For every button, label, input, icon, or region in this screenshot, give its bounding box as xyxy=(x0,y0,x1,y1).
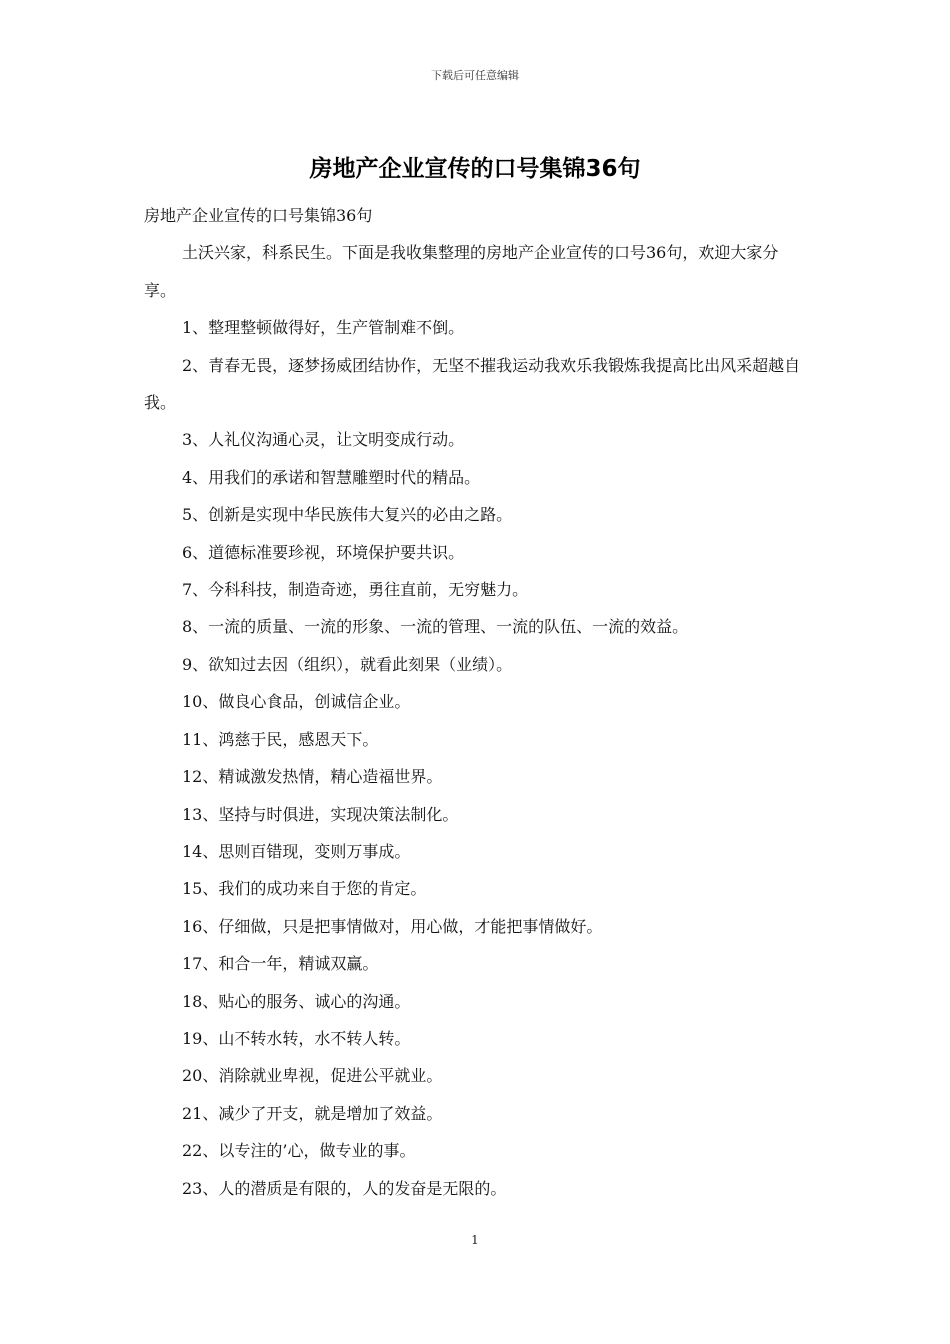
document-body xyxy=(144,197,808,1207)
slogan-item: 20、消除就业卑视，促进公平就业。 xyxy=(182,1066,443,1086)
slogan-item: 1、整理整顿做得好，生产管制难不倒。 xyxy=(182,318,465,338)
slogan-item: 18、贴心的服务、诚心的沟通。 xyxy=(182,991,411,1011)
slogan-item: 2、青春无畏，逐梦扬威团结协作，无坚不摧我运动我欢乐我锻炼我提高比出风采超越自我。 xyxy=(144,355,801,413)
slogan-item: 16、仔细做，只是把事情做对，用心做，才能把事情做好。 xyxy=(182,916,603,936)
header-note: 下载后可任意编辑 xyxy=(431,69,519,82)
slogan-item: 22、以专注的’心，做专业的事。 xyxy=(182,1141,416,1161)
subtitle-line: 房地产企业宣传的口号集锦36句 xyxy=(144,206,373,225)
slogan-item: 12、精诚激发热情，精心造福世界。 xyxy=(182,767,443,787)
slogan-item: 23、人的潜质是有限的，人的发奋是无限的。 xyxy=(182,1178,507,1198)
slogan-item: 13、坚持与时俱进，实现决策法制化。 xyxy=(182,804,459,824)
slogan-item: 7、今科科技，制造奇迹，勇往直前，无穷魅力。 xyxy=(182,580,529,600)
slogan-item: 4、用我们的承诺和智慧雕塑时代的精品。 xyxy=(182,467,481,487)
slogan-item: 9、欲知过去因（组织），就看此刻果（业绩）。 xyxy=(182,654,513,674)
slogan-item: 11、鸿慈于民，感恩天下。 xyxy=(182,729,379,749)
slogan-list xyxy=(144,309,808,1207)
intro-paragraph: 土沃兴家，科系民生。下面是我收集整理的房地产企业宣传的口号36句，欢迎大家分享。 xyxy=(144,243,779,300)
slogan-item: 17、和合一年，精诚双赢。 xyxy=(182,954,379,974)
document-title: 房地产企业宣传的口号集锦36句 xyxy=(309,156,641,182)
slogan-item: 6、道德标准要珍视，环境保护要共识。 xyxy=(182,542,465,562)
slogan-item: 8、一流的质量、一流的形象、一流的管理、一流的队伍、一流的效益。 xyxy=(182,617,689,637)
slogan-item: 3、人礼仪沟通心灵，让文明变成行动。 xyxy=(182,430,465,450)
slogan-item: 21、减少了开支，就是增加了效益。 xyxy=(182,1103,443,1123)
slogan-item: 5、创新是实现中华民族伟大复兴的必由之路。 xyxy=(182,505,513,525)
slogan-item: 14、思则百错现，变则万事成。 xyxy=(182,841,411,861)
page-number: 1 xyxy=(471,1233,479,1247)
slogan-item: 10、做良心食品，创诚信企业。 xyxy=(182,692,411,712)
slogan-item: 15、我们的成功来自于您的肯定。 xyxy=(182,879,427,899)
slogan-item: 19、山不转水转，水不转人转。 xyxy=(182,1028,411,1048)
